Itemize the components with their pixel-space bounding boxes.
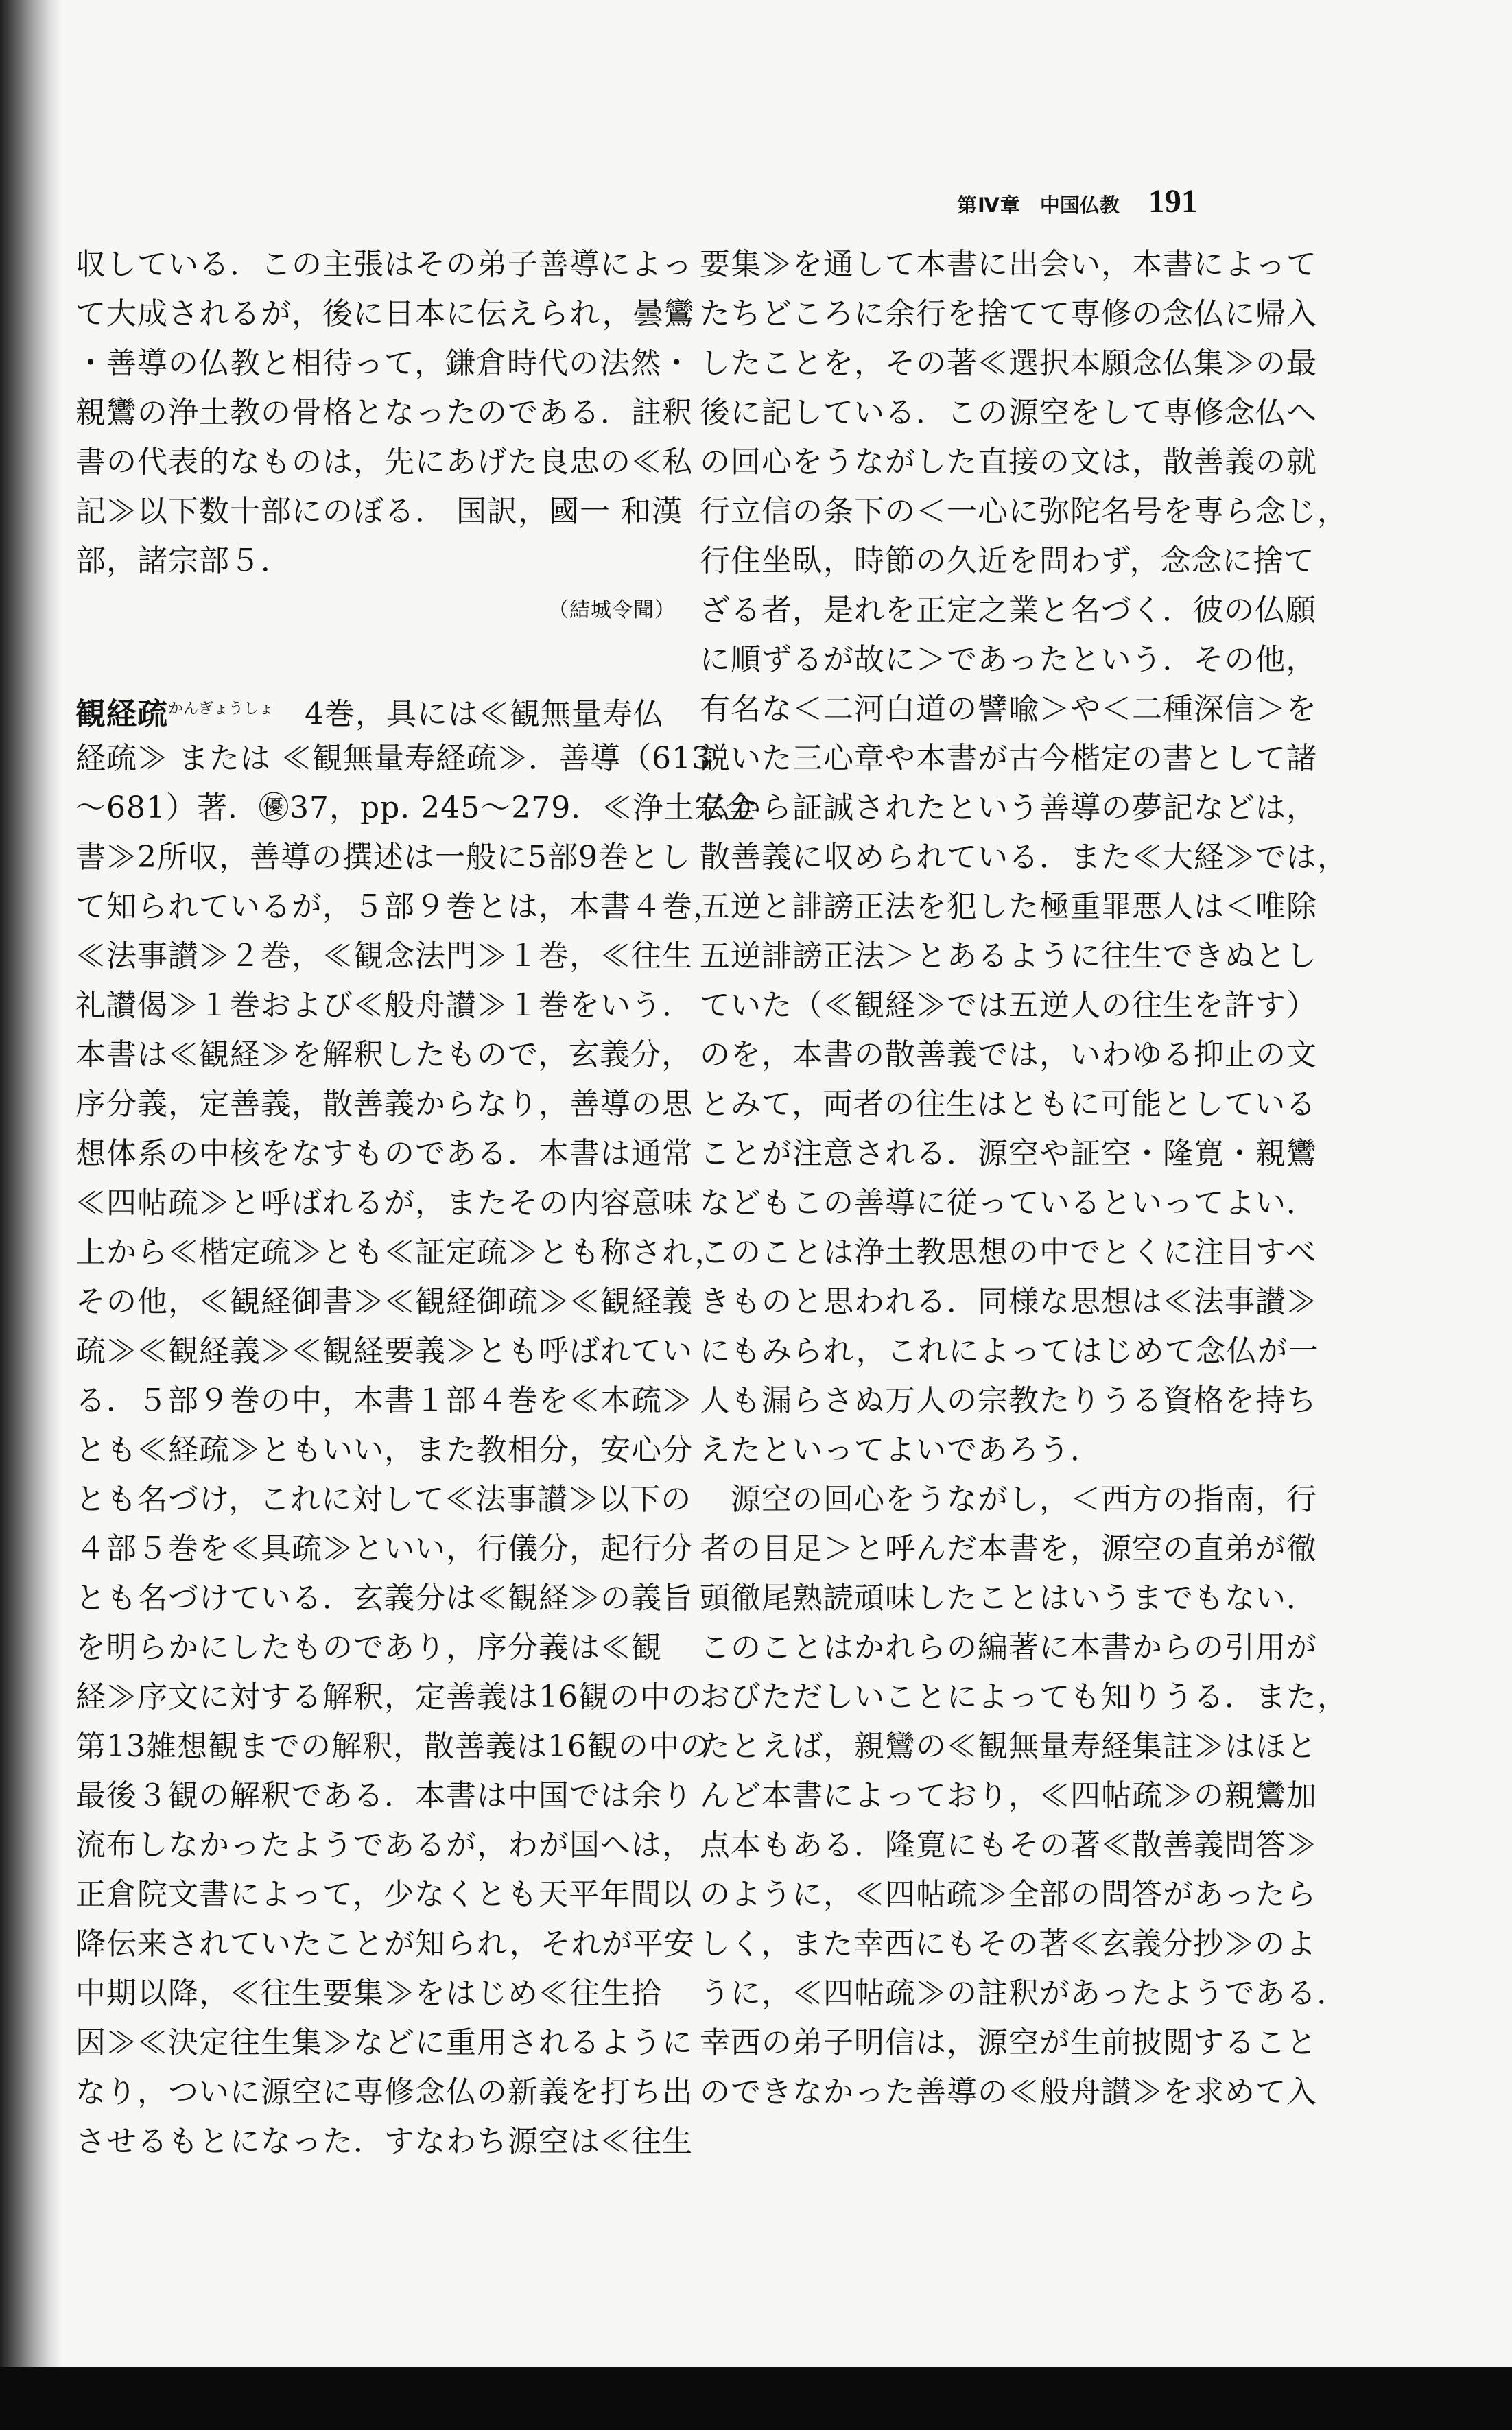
text-line: ～681）著．㊝37，pp. 245～279．≪浄土宗全 (75, 790, 757, 825)
text-line: ・善導の仏教と相待って，鎌倉時代の法然・ (75, 346, 693, 381)
text-line: んど本書によっており，≪四帖疏≫の親鸞加 (700, 1778, 1317, 1813)
text-line: 経≫序文に対する解釈，定善義は16観の中の (75, 1679, 702, 1714)
entry-first-line-text: 4巻，具には≪観無量寿仏 (274, 696, 665, 732)
text-line: 中期以降，≪往生要集≫をはじめ≪往生拾 (75, 1976, 662, 2011)
text-line: なり，ついに源空に専修念仏の新義を打ち出 (75, 2075, 693, 2110)
text-line: 経疏≫ または ≪観無量寿経疏≫．善導（613 (75, 741, 711, 776)
text-line: 行立信の条下の＜一心に弥陀名号を専ら念じ， (700, 494, 1348, 529)
text-line: ていた（≪観経≫では五逆人の往生を許す） (700, 988, 1317, 1023)
text-line: たちどころに余行を捨てて専修の念仏に帰入 (700, 296, 1317, 331)
text-line: きものと思われる．同様な思想は≪法事讃≫ (700, 1284, 1317, 1319)
entry-ruby: かんぎょうしょ (168, 700, 274, 718)
text-line: 収している．この主張はその弟子善導によっ (75, 247, 693, 282)
chapter-label: 第Ⅳ章 (957, 193, 1021, 217)
author-signature: （結城令聞） (548, 598, 676, 622)
text-line: 流布しなかったようであるが，わが国へは， (75, 1828, 693, 1863)
text-line: 説いた三心章や本書が古今楷定の書として諸 (700, 741, 1317, 776)
text-line: うに，≪四帖疏≫の註釈があったようである． (700, 1976, 1348, 2011)
text-line: 正倉院文書によって，少なくとも天平年間以 (75, 1877, 693, 1912)
text-line: させるもとになった．すなわち源空は≪往生 (75, 2124, 693, 2159)
text-line: を明らかにしたものであり，序分義は≪観 (75, 1630, 662, 1665)
text-line: 序分義，定善義，散善義からなり，善導の思 (75, 1087, 693, 1122)
text-line: 幸西の弟子明信は，源空が生前披閲すること (700, 2025, 1317, 2060)
text-line: 第13雑想観までの解釈，散善義は16観の中の (75, 1729, 711, 1764)
text-line: 書の代表的なものは，先にあげた良忠の≪私 (75, 445, 693, 480)
text-line: 記≫以下数十部にのぼる． 国訳，國一 和漢 (75, 494, 683, 529)
text-line: ざる者，是れを正定之業と名づく．彼の仏願 (700, 593, 1317, 628)
text-line: 頭徹尾熟読頑味したことはいうまでもない． (700, 1581, 1317, 1616)
text-line: とも名づけている．玄義分は≪観経≫の義旨 (75, 1581, 693, 1616)
text-line: 有名な＜二河白道の譬喩＞や＜二種深信＞を (700, 692, 1317, 727)
running-head (957, 182, 1266, 220)
text-line: て知られているが，５部９巻とは，本書４巻， (75, 889, 724, 924)
text-line: のように，≪四帖疏≫全部の問答があったら (700, 1877, 1317, 1912)
text-line: 点本もある．隆寛にもその著≪散善義問答≫ (700, 1828, 1317, 1863)
text-line: 人も漏らさぬ万人の宗教たりうる資格を持ち (700, 1383, 1317, 1418)
text-line: 五逆誹謗正法＞とあるように往生できぬとし (700, 939, 1317, 974)
spacer (75, 635, 676, 685)
text-line: 要集≫を通して本書に出会い，本書によって (700, 247, 1317, 282)
book-spine-shadow (0, 0, 62, 2430)
text-line: とも名づけ，これに対して≪法事讃≫以下の (75, 1482, 692, 1517)
text-line: とみて，両者の往生はともに可能としている (700, 1087, 1317, 1122)
text-line: 書≫2所収，善導の撰述は一般に5部9巻とし (75, 840, 691, 875)
text-line: このことは浄土教思想の中でとくに注目すべ (700, 1235, 1317, 1270)
text-line: のできなかった善導の≪般舟讃≫を求めて入 (700, 2075, 1317, 2110)
text-line: ことが注意される．源空や証空・隆寛・親鸞 (700, 1136, 1317, 1171)
scan-bottom-edge (0, 2367, 1512, 2430)
entry-heading-line (75, 685, 676, 734)
text-line: このことはかれらの編著に本書からの引用が (700, 1630, 1317, 1665)
entry-term: 観経疏 (75, 696, 168, 732)
text-line: たとえば，親鸞の≪観無量寿経集註≫はほと (700, 1729, 1317, 1764)
text-line: おびただしいことによっても知りうる．また， (700, 1679, 1348, 1714)
left-column (75, 240, 757, 2167)
text-line: 五逆と誹謗正法を犯した極重罪悪人は＜唯除 (700, 889, 1317, 924)
text-line: しく，また幸西にもその著≪玄義分抄≫のよ (700, 1926, 1317, 1961)
text-line: 上から≪楷定疏≫とも≪証定疏≫とも称され， (75, 1235, 726, 1270)
text-line: 最後３観の解釈である．本書は中国では余り (75, 1778, 693, 1813)
text-line: したことを，その著≪選択本願念仏集≫の最 (700, 346, 1317, 381)
text-line: 仏から証誠されたという善導の夢記などは， (700, 790, 1317, 825)
text-line: ４部５巻を≪具疏≫といい，行儀分，起行分 (75, 1531, 693, 1566)
text-line: 散善義に収められている．また≪大経≫では， (700, 840, 1348, 875)
text-line: 疏≫≪観経義≫≪観経要義≫とも呼ばれてい (75, 1334, 693, 1369)
text-line: 者の目足＞と呼んだ本書を，源空の直弟が徹 (700, 1531, 1317, 1566)
text-line: えたといってよいであろう． (700, 1432, 1101, 1467)
page-number: 191 (1148, 183, 1198, 220)
section-label: 中国仏教 (1039, 193, 1120, 217)
text-line: 親鸞の浄土教の骨格となったのである．註釈 (75, 395, 693, 430)
right-column (700, 240, 1348, 2117)
text-line: 部，諸宗部５． (75, 543, 292, 578)
text-line: その他，≪観経御書≫≪観経御疏≫≪観経義 (75, 1284, 693, 1319)
text-line: とも≪経疏≫ともいい，また教相分，安心分 (75, 1432, 693, 1467)
text-line: の回心をうながした直接の文は，散善義の就 (700, 445, 1317, 480)
text-line: る．５部９巻の中，本書１部４巻を≪本疏≫ (75, 1383, 693, 1418)
text-line: などもこの善導に従っているといってよい． (700, 1185, 1317, 1220)
text-line: ≪四帖疏≫と呼ばれるが，またその内容意味 (75, 1185, 693, 1220)
text-line: 想体系の中核をなすものである．本書は通常 (75, 1136, 693, 1171)
text-line: 礼讃偈≫１巻および≪般舟讃≫１巻をいう． (75, 988, 693, 1023)
text-line: 源空の回心をうながし，＜西方の指南，行 (700, 1482, 1317, 1517)
text-line: のを，本書の散善義では，いわゆる抑止の文 (700, 1037, 1317, 1072)
text-line: 行住坐臥，時節の久近を問わず，念念に捨て (700, 543, 1315, 578)
text-line: にもみられ，これによってはじめて念仏が一 (700, 1334, 1319, 1369)
text-line: 降伝来されていたことが知られ，それが平安 (75, 1926, 695, 1961)
text-line: て大成されるが，後に日本に伝えられ，曇鸞 (75, 296, 695, 331)
text-line: 本書は≪観経≫を解釈したもので，玄義分， (75, 1037, 693, 1072)
text-line: 後に記している．この源空をして専修念仏へ (700, 395, 1317, 430)
text-line: ≪法事讃≫２巻，≪観念法門≫１巻，≪往生 (75, 939, 693, 974)
text-line: 因≫≪決定往生集≫などに重用されるように (75, 2025, 693, 2060)
text-line: に順ずるが故に＞であったという．その他， (700, 642, 1317, 677)
